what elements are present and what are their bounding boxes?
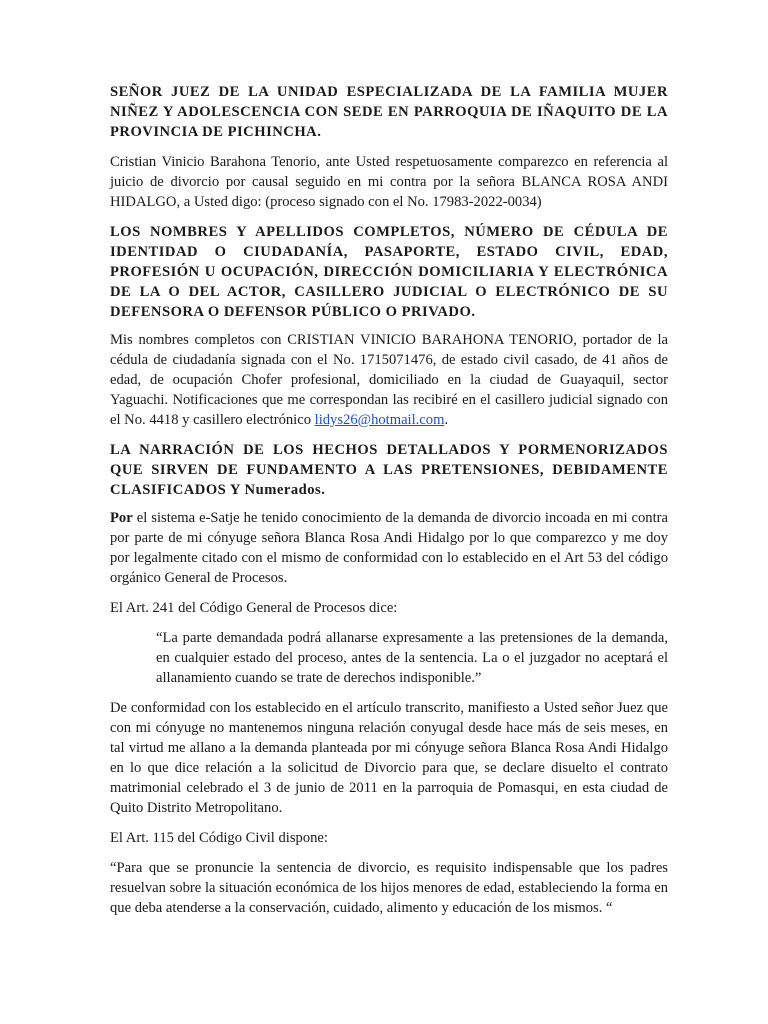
article-241-intro: El Art. 241 del Código General de Procesos dice: [110,600,398,616]
article-241-quote: “La parte demandada podrá allanarse expresamente a las pretensiones de la demanda, en cualquier estado del proceso, antes de la sentencia. La o el juzgador no aceptará el allanamiento cuando se trate de derechos indisponible.” [156,630,668,686]
facts-lead-word: Por [110,510,133,526]
facts-heading-tail: Numerados. [244,482,326,498]
article-115-intro: El Art. 115 del Código Civil dispone: [110,830,328,846]
court-heading: SEÑOR JUEZ DE LA UNIDAD ESPECIALIZADA DE LA FAMILIA MUJER NIÑEZ Y ADOLESCENCIA CON SEDE EN PARROQUIA DE IÑAQUITO DE LA PROVINCIA DE PICHINCHA. [110,84,668,140]
facts-paragraph [110,508,668,588]
facts-text: el sistema e-Satje he tenido conocimiento de la demanda de divorcio incoada en mi contra por parte de mi cónyuge señora Blanca Rosa Andi Hidalgo por lo que comparezco y me doy por legalmente citado con el mismo de conformidad con lo establecido en el Art 53 del código orgánico General de Procesos. [110,510,668,586]
intro-paragraph: Cristian Vinicio Barahona Tenorio, ante Usted respetuosamente comparezco en referencia al juicio de divorcio por causal seguido en mi contra por la señora BLANCA ROSA ANDI HIDALGO, a Usted digo: (proceso signado con el No. 17983-2022-0034) [110,154,668,210]
facts-heading [110,440,668,500]
allanamiento-paragraph: De conformidad con los establecido en el artículo transcrito, manifiesto a Usted señor Juez que con mi cónyuge no mantenemos ninguna relación conyugal desde hace más de seis meses, en tal virtud me allano a la demanda planteada por mi cónyuge señora Blanca Rosa Andi Hidalgo en lo que dice relación a la solicitud de Divorcio para que, se declare disuelto el contrato matrimonial celebrado el 3 de junio de 2011 en la parroquia de Pomasqui, en esta ciudad de Quito Distrito Metropolitano. [110,700,668,816]
personal-data-paragraph [110,330,668,430]
personal-data-end: . [444,412,449,428]
personal-data-heading: LOS NOMBRES Y APELLIDOS COMPLETOS, NÚMERO DE CÉDULA DE IDENTIDAD O CIUDADANÍA, PASAPORTE, ESTADO CIVIL, EDAD, PROFESIÓN U OCUPACIÓN, DIRECCIÓN DOMICILIARIA Y ELECTRÓNICA DE LA O DEL ACTOR, CASILLERO JUDICIAL O ELECTRÓNICO DE SU DEFENSORA O DEFENSOR PÚBLICO O PRIVADO. [110,224,668,320]
email-link[interactable]: lidys26@hotmail.com [314,412,445,428]
personal-data-text: Mis nombres completos con CRISTIAN VINICIO BARAHONA TENORIO, portador de la cédula de ciudadanía signada con el No. 1715071476, de estado civil casado, de 41 años de edad, de ocupación Chofer profesional, domiciliado en la ciudad de Guayaquil, sector Yaguachi. Notificaciones que me correspondan las recibiré en el casillero judicial signado con el No. 4418 y casillero electrónico [110,332,668,428]
facts-heading-main: LA NARRACIÓN DE LOS HECHOS DETALLADOS Y PORMENORIZADOS QUE SIRVEN DE FUNDAMENTO A LAS PRETENSIONES, DEBIDAMENTE CLASIFICADOS Y [110,442,668,498]
article-115-quote: “Para que se pronuncie la sentencia de divorcio, es requisito indispensable que los padres resuelvan sobre la situación económica de los hijos menores de edad, estableciendo la forma en que deba atenderse a la conservación, cuidado, alimento y educación de los mismos. “ [110,860,668,916]
